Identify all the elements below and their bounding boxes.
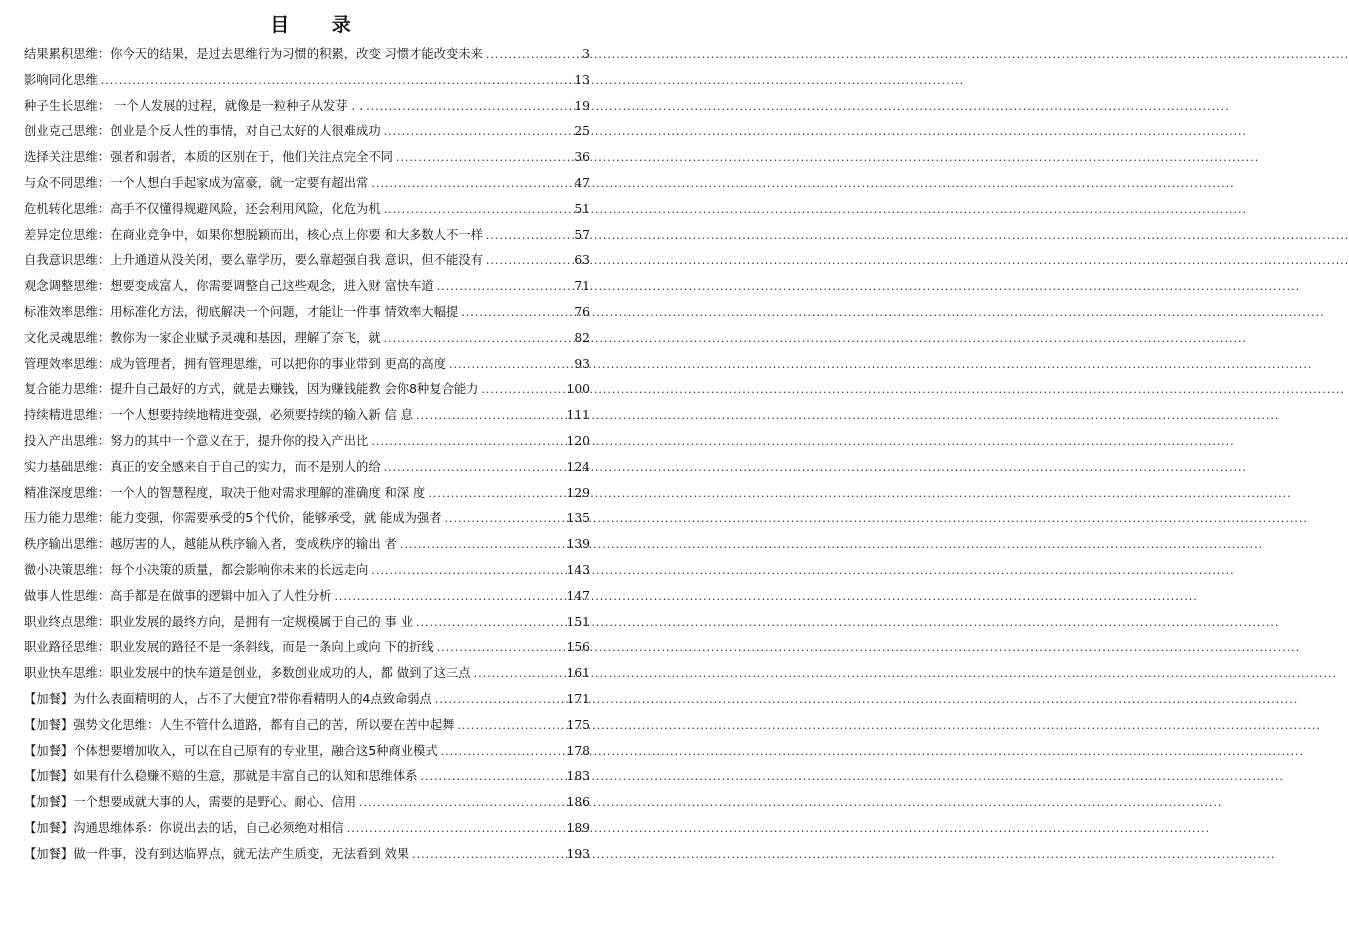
toc-entry[interactable] xyxy=(24,300,590,326)
toc-entry[interactable] xyxy=(24,197,590,223)
toc-page-number: 129 xyxy=(566,485,590,500)
toc-page-number: 178 xyxy=(566,743,590,758)
toc-entry-title: 【加餐】如果有什么稳赚不赔的生意，那就是丰富自己的认知和思维体系 xyxy=(24,769,418,784)
toc-entry[interactable] xyxy=(24,352,590,378)
dot-leader xyxy=(368,429,566,455)
toc-entry[interactable] xyxy=(24,94,590,120)
toc-page-number: 100 xyxy=(566,382,590,397)
dot-leader xyxy=(442,506,567,532)
toc-page-number: 193 xyxy=(566,846,590,861)
toc-entry-title: 危机转化思维：高手不仅懂得规避风险，还会利用风险，化危为机 xyxy=(24,201,381,216)
toc-entry[interactable] xyxy=(24,713,590,739)
toc-entry[interactable] xyxy=(24,687,590,713)
dot-leader xyxy=(381,326,575,352)
toc-entry[interactable] xyxy=(24,274,590,300)
toc-page-number: 161 xyxy=(566,666,590,681)
toc-entry[interactable] xyxy=(24,171,590,197)
toc-entry[interactable] xyxy=(24,145,590,171)
toc-entry[interactable] xyxy=(24,481,590,507)
toc-page-number: 93 xyxy=(574,356,590,371)
toc-page-number: 19 xyxy=(574,98,590,113)
dot-leader xyxy=(446,352,574,378)
dot-leader xyxy=(413,403,566,429)
dot-leader xyxy=(368,558,566,584)
toc-entry-title: 标准效率思维：用标准化方法，彻底解决一个问题，才能让一件事 情效率大幅提 xyxy=(24,304,459,319)
dot-leader xyxy=(418,764,567,790)
toc-page-number: 175 xyxy=(566,717,590,732)
dot-leader xyxy=(425,481,566,507)
dot-leader xyxy=(381,455,567,481)
toc-page-number: 186 xyxy=(566,795,590,810)
toc-page-number: 151 xyxy=(566,614,590,629)
toc-entry-title: 自我意识思维：上升通道从没关闭，要么靠学历，要么靠超强自我 意识，但不能没有 xyxy=(24,253,483,268)
toc-page-number: 156 xyxy=(566,640,590,655)
dot-leader xyxy=(454,713,566,739)
toc-page-number: 135 xyxy=(566,511,590,526)
toc-entry-title: 【加餐】沟通思维体系：你说出去的话，自己必须绝对相信 xyxy=(24,820,344,835)
dot-leader xyxy=(471,661,567,687)
toc-page-number: 124 xyxy=(566,459,590,474)
toc-entry-title: 结果累积思维：你今天的结果，是过去思维行为习惯的积累，改变 习惯才能改变未来 xyxy=(24,47,483,61)
dot-leader xyxy=(356,790,566,816)
toc-page-number: 82 xyxy=(574,330,590,345)
toc-page-number: 147 xyxy=(566,588,590,603)
toc-entry[interactable] xyxy=(24,764,590,790)
toc-page-number: 189 xyxy=(566,820,590,835)
toc-entry-title: 投入产出思维：努力的其中一个意义在于，提升你的投入产出比 xyxy=(24,433,369,448)
toc-entry-title: 【加餐】强势文化思维：人生不管什么道路，都有自己的苦，所以要在苦中起舞 xyxy=(24,717,455,732)
toc-entry[interactable] xyxy=(24,42,590,68)
toc-entry-title: 复合能力思维：提升自己最好的方式，就是去赚钱，因为赚钱能教 会你8种复合能力 xyxy=(24,382,479,397)
dot-leader xyxy=(393,145,574,171)
toc-page-number: 183 xyxy=(566,769,590,784)
dot-leader xyxy=(432,687,567,713)
toc-page-number: 51 xyxy=(574,201,590,216)
toc-page-number: 25 xyxy=(574,124,590,139)
toc-page-number: 171 xyxy=(566,691,590,706)
dot-leader xyxy=(98,68,575,94)
dot-leader xyxy=(478,377,566,403)
toc-entry-title: 文化灵魂思维：教你为一家企业赋予灵魂和基因，理解了奈飞，就 xyxy=(24,330,381,345)
toc-entry[interactable] xyxy=(24,842,590,868)
toc-entry[interactable] xyxy=(24,816,590,842)
page-title: 目 录 xyxy=(270,14,369,36)
dot-leader xyxy=(368,171,574,197)
dot-leader xyxy=(413,610,566,636)
toc-entry-title: 影响同化思维 xyxy=(24,72,98,87)
toc-entry[interactable] xyxy=(24,223,590,249)
dot-leader xyxy=(458,300,574,326)
toc-entry[interactable] xyxy=(24,506,590,532)
toc-entry-title: 【加餐】一个想要成就大事的人，需要的是野心、耐心、信用 xyxy=(24,795,357,810)
toc-page-number: 57 xyxy=(574,227,590,242)
toc-entry[interactable] xyxy=(24,248,590,274)
table-of-contents xyxy=(24,42,590,868)
toc-page-number: 143 xyxy=(566,562,590,577)
dot-leader xyxy=(434,274,575,300)
toc-entry[interactable] xyxy=(24,455,590,481)
toc-entry-title: 管理效率思维：成为管理者，拥有管理思维，可以把你的事业带到 更高的高度 xyxy=(24,356,447,371)
dot-leader xyxy=(483,223,574,249)
dot-leader xyxy=(331,584,566,610)
toc-entry-title: 精准深度思维：一个人的智慧程度，取决于他对需求理解的准确度 和深 度 xyxy=(24,485,426,500)
toc-entry[interactable] xyxy=(24,119,590,145)
toc-page-number: 13 xyxy=(574,72,590,87)
toc-entry-title: 创业克己思维：创业是个反人性的事情，对自己太好的人很难成功 xyxy=(24,124,381,139)
toc-entry[interactable] xyxy=(24,558,590,584)
toc-entry-title: 实力基础思维：真正的安全感来自于自己的实力，而不是别人的给 xyxy=(24,459,381,474)
toc-entry-title: 持续精进思维：一个人想要持续地精进变强，必须要持续的输入新 信 息 xyxy=(24,408,414,423)
toc-page-number: 120 xyxy=(566,433,590,448)
dot-leader xyxy=(483,42,576,68)
toc-page-number: 111 xyxy=(566,408,590,423)
toc-entry[interactable] xyxy=(24,403,590,429)
toc-page-number: 139 xyxy=(566,537,590,552)
toc-entry-title: 职业路径思维：职业发展的路径不是一条斜线，而是一条向上或向 下的折线 xyxy=(24,640,434,655)
toc-entry[interactable] xyxy=(24,610,590,636)
toc-entry-title: 秩序输出思维：越厉害的人，越能从秩序输入者，变成秩序的输出 者 xyxy=(24,537,397,552)
toc-entry-title: 微小决策思维：每个小决策的质量，都会影响你未来的长远走向 xyxy=(24,562,369,577)
toc-entry-title: 做事人性思维：高手都是在做事的逻辑中加入了人性分析 xyxy=(24,588,332,603)
toc-page-number: 63 xyxy=(574,253,590,268)
toc-entry-title: 【加餐】做一件事，没有到达临界点，就无法产生质变，无法看到 效果 xyxy=(24,846,410,861)
toc-entry[interactable] xyxy=(24,377,590,403)
toc-entry[interactable] xyxy=(24,532,590,558)
dot-leader xyxy=(381,119,575,145)
toc-page-number: 3 xyxy=(582,47,590,61)
dot-leader xyxy=(438,739,567,765)
dot-leader xyxy=(483,248,574,274)
toc-entry-title: 与众不同思维：一个人想白手起家成为富豪，就一定要有超出常 xyxy=(24,175,369,190)
toc-page-number: 76 xyxy=(574,304,590,319)
toc-entry-title: 职业快车思维：职业发展中的快车道是创业，多数创业成功的人，都 做到了这三点 xyxy=(24,666,471,681)
toc-entry-title: 差异定位思维：在商业竞争中，如果你想脱颖而出，核心点上你要 和大多数人不一样 xyxy=(24,227,483,242)
toc-entry[interactable] xyxy=(24,429,590,455)
dot-leader xyxy=(363,94,574,120)
toc-entry[interactable] xyxy=(24,68,590,94)
dot-leader xyxy=(381,197,575,223)
toc-entry[interactable] xyxy=(24,584,590,610)
toc-entry[interactable] xyxy=(24,790,590,816)
dot-leader xyxy=(397,532,567,558)
toc-entry[interactable] xyxy=(24,739,590,765)
toc-entry-title: 种子生长思维： 一个人发展的过程，就像是一粒种子从发芽 . . xyxy=(24,98,364,113)
dot-leader xyxy=(434,635,567,661)
toc-page-number: 36 xyxy=(574,150,590,165)
toc-entry-title: 选择关注思维：强者和弱者，本质的区别在于，他们关注点完全不同 xyxy=(24,150,393,165)
toc-entry-title: 压力能力思维：能力变强，你需要承受的5个代价，能够承受，就 能成为强者 xyxy=(24,511,442,526)
dot-leader xyxy=(409,842,566,868)
dot-leader xyxy=(344,816,567,842)
toc-entry[interactable] xyxy=(24,635,590,661)
toc-entry-title: 观念调整思维：想要变成富人，你需要调整自己这些观念，进入财 富快车道 xyxy=(24,279,434,294)
toc-entry-title: 【加餐】为什么表面精明的人，占不了大便宜?带你看精明人的4点致命弱点 xyxy=(24,691,432,706)
toc-entry[interactable] xyxy=(24,326,590,352)
toc-entry-title: 【加餐】个体想要增加收入，可以在自己原有的专业里，融合这5种商业模式 xyxy=(24,743,438,758)
toc-page-number: 71 xyxy=(574,279,590,294)
toc-entry[interactable] xyxy=(24,661,590,687)
toc-entry-title: 职业终点思维：职业发展的最终方向，是拥有一定规模属于自己的 事 业 xyxy=(24,614,414,629)
toc-page-number: 47 xyxy=(574,175,590,190)
